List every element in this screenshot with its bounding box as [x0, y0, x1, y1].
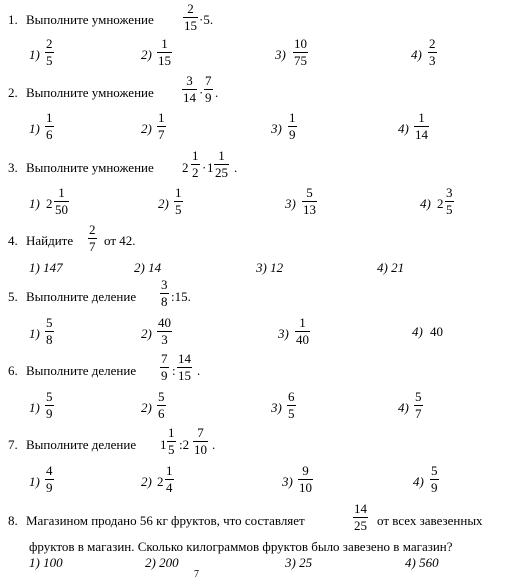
- q1-expr-fraction: 2 15: [184, 1, 197, 33]
- q3-option-2-fraction: 1 5: [175, 185, 182, 217]
- q1-option-3-label: 3): [275, 47, 286, 62]
- q7-fraction-b: 7 10: [194, 425, 207, 457]
- question-8: [8, 513, 305, 529]
- question-number: 5.: [8, 289, 18, 304]
- q3-option-1-whole: 2: [46, 196, 53, 211]
- q2-tail: .: [215, 85, 219, 100]
- q8-option-3: 3) 25: [285, 555, 313, 570]
- question-number: 8.: [8, 513, 18, 528]
- q5-tail: :15.: [171, 289, 191, 304]
- q6-tail: .: [197, 363, 201, 378]
- q6-fraction-b: 14 15: [178, 351, 191, 383]
- q1-option-1-fraction: 2 5: [46, 36, 53, 68]
- q1-option-2-fraction: 1 15: [158, 36, 171, 68]
- q7-option-4-fraction: 5 9: [431, 463, 438, 495]
- q3-dot: ·: [202, 160, 207, 175]
- q7-option-2-fraction: 1 4: [166, 463, 173, 495]
- question-text: Выполните умножение: [26, 12, 154, 27]
- q3-fraction-a: 1 2: [192, 148, 199, 180]
- q2-option-3-fraction: 1 9: [289, 110, 296, 142]
- question-number: 3.: [8, 160, 18, 175]
- question-3: [8, 160, 154, 176]
- question-text: Выполните деление: [26, 289, 137, 304]
- q3-option-4-whole: 2: [437, 196, 444, 211]
- q1-option-4-label: 4): [411, 47, 422, 62]
- q2-dot: ·: [199, 85, 204, 100]
- question-number: 6.: [8, 363, 18, 378]
- question-5: [8, 289, 136, 305]
- question-text: Выполните деление: [26, 437, 137, 452]
- q2-fraction-b: 7 9: [205, 73, 212, 105]
- q8-text-tail: от всех завезенных: [377, 513, 483, 528]
- q7-colon: :2: [179, 437, 190, 452]
- q6-option-3-label: 3): [271, 400, 282, 415]
- q3-option-4-fraction: 3 5: [446, 185, 453, 217]
- q6-option-1-fraction: 5 9: [46, 389, 53, 421]
- q6-option-2-label: 2): [141, 400, 152, 415]
- q3-option-1-fraction: 1 50: [55, 185, 68, 217]
- q5-option-1-fraction: 5 8: [46, 315, 53, 347]
- q4-fraction: 2 7: [89, 222, 96, 254]
- question-text: Выполните деление: [26, 363, 137, 378]
- q7-tail: .: [212, 437, 216, 452]
- q4-option-1: 1) 147: [29, 260, 63, 275]
- question-text: Магазином продано 56 кг фруктов, что составляет: [26, 513, 305, 528]
- q6-colon: :: [172, 363, 176, 378]
- q5-option-3-fraction: 1 40: [296, 315, 309, 347]
- q5-option-2-fraction: 40 3: [158, 315, 171, 347]
- q3-option-1-label: 1): [29, 196, 40, 211]
- q2-option-3-label: 3): [271, 121, 282, 136]
- q1-option-1-label: 1): [29, 47, 40, 62]
- q4-option-4: 4) 21: [377, 260, 405, 275]
- q7-fraction-a: 1 5: [168, 425, 175, 457]
- q6-option-4-fraction: 5 7: [415, 389, 422, 421]
- question-4: [8, 233, 73, 249]
- q6-option-3-fraction: 6 5: [288, 389, 295, 421]
- q6-option-4-label: 4): [398, 400, 409, 415]
- q5-option-1-label: 1): [29, 326, 40, 341]
- q8-option-4: 4) 560: [405, 555, 439, 570]
- question-number: 1.: [8, 12, 18, 27]
- q2-option-2-label: 2): [141, 121, 152, 136]
- q7-option-1-fraction: 4 9: [46, 463, 53, 495]
- q7-option-2-label: 2): [141, 474, 152, 489]
- q3-whole-a: 2: [182, 160, 189, 175]
- q7-option-2-whole: 2: [157, 474, 164, 489]
- q1-option-4-fraction: 2 3: [429, 36, 436, 68]
- q3-whole-b: 1: [207, 160, 214, 175]
- q3-tail: .: [234, 160, 238, 175]
- q3-fraction-b: 1 25: [215, 148, 228, 180]
- q5-option-3-label: 3): [278, 326, 289, 341]
- q4-option-3: 3) 12: [256, 260, 284, 275]
- q7-option-3-label: 3): [282, 474, 293, 489]
- q2-option-4-label: 4): [398, 121, 409, 136]
- q1-expr-tail: ·5.: [199, 12, 214, 27]
- cut-off-digit: 7: [194, 569, 199, 580]
- q3-option-3-fraction: 5 13: [303, 185, 316, 217]
- q5-option-4-value: 40: [430, 324, 443, 339]
- q1-option-2-label: 2): [141, 47, 152, 62]
- q7-option-4-label: 4): [413, 474, 424, 489]
- q2-option-4-fraction: 1 14: [415, 110, 428, 142]
- question-7: [8, 437, 136, 453]
- q8-fraction: 14 25: [354, 501, 367, 533]
- q7-whole-a: 1: [160, 437, 167, 452]
- q1-option-3-fraction: 10 75: [294, 36, 307, 68]
- q4-option-2: 2) 14: [134, 260, 162, 275]
- q2-option-1-fraction: 1 6: [46, 110, 53, 142]
- question-6: [8, 363, 136, 379]
- q6-fraction-a: 7 9: [161, 351, 168, 383]
- q5-fraction: 3 8: [161, 277, 168, 309]
- question-text: Выполните умножение: [26, 85, 154, 100]
- q8-option-2: 2) 200: [145, 555, 179, 570]
- q7-option-1-label: 1): [29, 474, 40, 489]
- question-1: [8, 12, 154, 28]
- question-text: Найдите: [26, 233, 74, 248]
- q4-tail: от 42.: [104, 233, 136, 248]
- q7-option-3-fraction: 9 10: [299, 463, 312, 495]
- q3-option-2-label: 2): [158, 196, 169, 211]
- q6-option-2-fraction: 5 6: [158, 389, 165, 421]
- question-number: 2.: [8, 85, 18, 100]
- q6-option-1-label: 1): [29, 400, 40, 415]
- q8-option-1: 1) 100: [29, 555, 63, 570]
- q3-option-3-label: 3): [285, 196, 296, 211]
- q2-fraction-a: 3 14: [183, 73, 196, 105]
- question-number: 7.: [8, 437, 18, 452]
- q2-option-2-fraction: 1 7: [158, 110, 165, 142]
- q5-option-2-label: 2): [141, 326, 152, 341]
- q5-option-4-label: 4): [412, 324, 423, 339]
- q8-text-line2: фруктов в магазин. Сколько килограммов фруктов было завезено в магазин?: [29, 539, 453, 554]
- question-text: Выполните умножение: [26, 160, 154, 175]
- q2-option-1-label: 1): [29, 121, 40, 136]
- question-2: [8, 85, 154, 101]
- q3-option-4-label: 4): [420, 196, 431, 211]
- question-number: 4.: [8, 233, 18, 248]
